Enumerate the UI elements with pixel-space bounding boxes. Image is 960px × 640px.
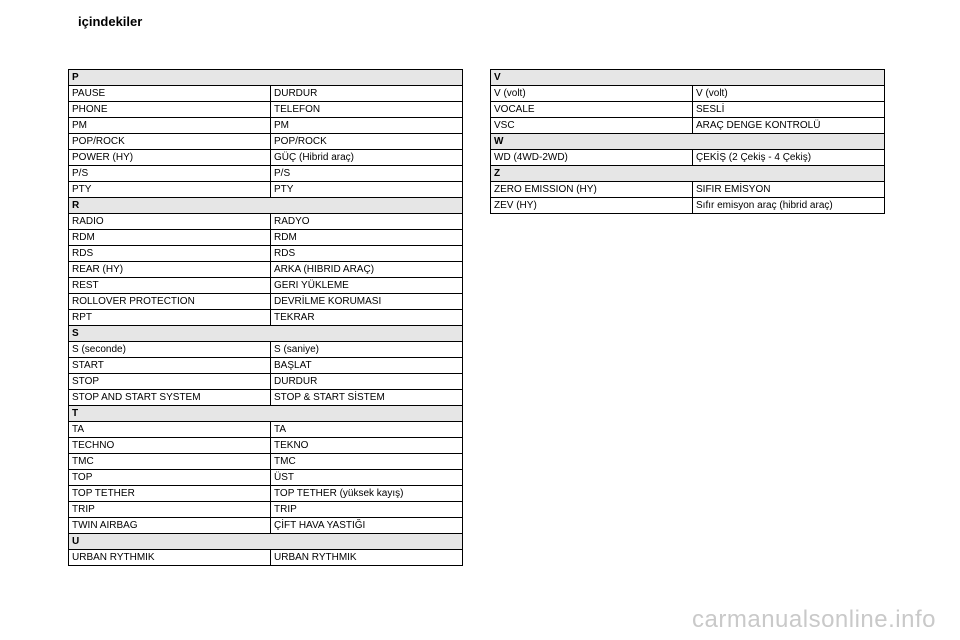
table-row xyxy=(491,198,885,214)
table-row xyxy=(69,150,463,166)
table-row xyxy=(69,486,463,502)
table-row xyxy=(69,342,463,358)
translation-cell: TMC xyxy=(271,454,463,470)
translation-cell: BAŞLAT xyxy=(271,358,463,374)
table-row xyxy=(69,438,463,454)
table-row xyxy=(69,358,463,374)
table-row xyxy=(69,294,463,310)
translation-cell: GÜÇ (Hibrid araç) xyxy=(271,150,463,166)
watermark: carmanualsonline.info xyxy=(692,606,936,633)
translation-cell: ÇİFT HAVA YASTIĞI xyxy=(271,518,463,534)
translation-cell: TOP TETHER (yüksek kayış) xyxy=(271,486,463,502)
table-row xyxy=(69,390,463,406)
term-cell: P/S xyxy=(69,166,271,182)
translation-cell: ÇEKİŞ (2 Çekiş - 4 Çekiş) xyxy=(693,150,885,166)
section-letter: R xyxy=(69,198,463,214)
term-cell: WD (4WD-2WD) xyxy=(491,150,693,166)
term-cell: URBAN RYTHMIK xyxy=(69,550,271,566)
term-cell: TRIP xyxy=(69,502,271,518)
term-cell: RPT xyxy=(69,310,271,326)
table-row xyxy=(69,310,463,326)
translation-cell: ÜST xyxy=(271,470,463,486)
table-row xyxy=(491,86,885,102)
translation-cell: Sıfır emisyon araç (hibrid araç) xyxy=(693,198,885,214)
section-letter: S xyxy=(69,326,463,342)
term-cell: PAUSE xyxy=(69,86,271,102)
translation-cell: TA xyxy=(271,422,463,438)
table-row xyxy=(69,102,463,118)
page-title: içindekiler xyxy=(78,14,143,29)
section-header xyxy=(69,534,463,550)
translation-cell: ARAÇ DENGE KONTROLÜ xyxy=(693,118,885,134)
translation-cell: PM xyxy=(271,118,463,134)
term-cell: V (volt) xyxy=(491,86,693,102)
table-row xyxy=(69,470,463,486)
term-cell: PM xyxy=(69,118,271,134)
glossary-table-left xyxy=(68,69,463,566)
section-header xyxy=(491,166,885,182)
term-cell: TOP xyxy=(69,470,271,486)
glossary-table-left-body xyxy=(69,70,463,566)
term-cell: VSC xyxy=(491,118,693,134)
term-cell: PTY xyxy=(69,182,271,198)
translation-cell: PTY xyxy=(271,182,463,198)
translation-cell: SIFIR EMİSYON xyxy=(693,182,885,198)
section-letter: V xyxy=(491,70,885,86)
table-row xyxy=(69,134,463,150)
term-cell: RDM xyxy=(69,230,271,246)
translation-cell: TELEFON xyxy=(271,102,463,118)
term-cell: VOCALE xyxy=(491,102,693,118)
section-letter: P xyxy=(69,70,463,86)
translation-cell: STOP & START SİSTEM xyxy=(271,390,463,406)
term-cell: RADIO xyxy=(69,214,271,230)
table-row xyxy=(69,454,463,470)
term-cell: START xyxy=(69,358,271,374)
glossary-table-right xyxy=(490,69,885,214)
term-cell: POP/ROCK xyxy=(69,134,271,150)
term-cell: REAR (HY) xyxy=(69,262,271,278)
term-cell: POWER (HY) xyxy=(69,150,271,166)
term-cell: ZEV (HY) xyxy=(491,198,693,214)
term-cell: TOP TETHER xyxy=(69,486,271,502)
table-row xyxy=(69,86,463,102)
table-row xyxy=(491,118,885,134)
term-cell: ROLLOVER PROTECTION xyxy=(69,294,271,310)
section-header xyxy=(491,70,885,86)
term-cell: ZERO EMISSION (HY) xyxy=(491,182,693,198)
table-row xyxy=(491,102,885,118)
translation-cell: P/S xyxy=(271,166,463,182)
section-header xyxy=(69,70,463,86)
translation-cell: TEKNO xyxy=(271,438,463,454)
translation-cell: GERI YÜKLEME xyxy=(271,278,463,294)
section-header xyxy=(491,134,885,150)
term-cell: TMC xyxy=(69,454,271,470)
table-row xyxy=(69,502,463,518)
table-row xyxy=(69,214,463,230)
table-row xyxy=(69,166,463,182)
table-row xyxy=(491,150,885,166)
term-cell: TA xyxy=(69,422,271,438)
table-row xyxy=(69,182,463,198)
table-row xyxy=(69,262,463,278)
term-cell: REST xyxy=(69,278,271,294)
table-row xyxy=(69,550,463,566)
glossary-table-right-body xyxy=(491,70,885,214)
section-letter: Z xyxy=(491,166,885,182)
translation-cell: DURDUR xyxy=(271,374,463,390)
translation-cell: DURDUR xyxy=(271,86,463,102)
term-cell: STOP AND START SYSTEM xyxy=(69,390,271,406)
translation-cell: RDM xyxy=(271,230,463,246)
translation-cell: TRIP xyxy=(271,502,463,518)
term-cell: TWIN AIRBAG xyxy=(69,518,271,534)
translation-cell: TEKRAR xyxy=(271,310,463,326)
table-row xyxy=(491,182,885,198)
term-cell: RDS xyxy=(69,246,271,262)
translation-cell: SESLİ xyxy=(693,102,885,118)
translation-cell: RADYO xyxy=(271,214,463,230)
table-row xyxy=(69,518,463,534)
section-header xyxy=(69,326,463,342)
section-letter: T xyxy=(69,406,463,422)
translation-cell: V (volt) xyxy=(693,86,885,102)
translation-cell: DEVRİLME KORUMASI xyxy=(271,294,463,310)
table-row xyxy=(69,230,463,246)
section-header xyxy=(69,198,463,214)
section-letter: W xyxy=(491,134,885,150)
table-row xyxy=(69,118,463,134)
section-letter: U xyxy=(69,534,463,550)
section-header xyxy=(69,406,463,422)
term-cell: STOP xyxy=(69,374,271,390)
term-cell: S (seconde) xyxy=(69,342,271,358)
term-cell: PHONE xyxy=(69,102,271,118)
translation-cell: POP/ROCK xyxy=(271,134,463,150)
term-cell: TECHNO xyxy=(69,438,271,454)
translation-cell: ARKA (HIBRID ARAÇ) xyxy=(271,262,463,278)
table-row xyxy=(69,278,463,294)
translation-cell: RDS xyxy=(271,246,463,262)
table-row xyxy=(69,422,463,438)
table-row xyxy=(69,246,463,262)
translation-cell: S (saniye) xyxy=(271,342,463,358)
translation-cell: URBAN RYTHMIK xyxy=(271,550,463,566)
table-row xyxy=(69,374,463,390)
